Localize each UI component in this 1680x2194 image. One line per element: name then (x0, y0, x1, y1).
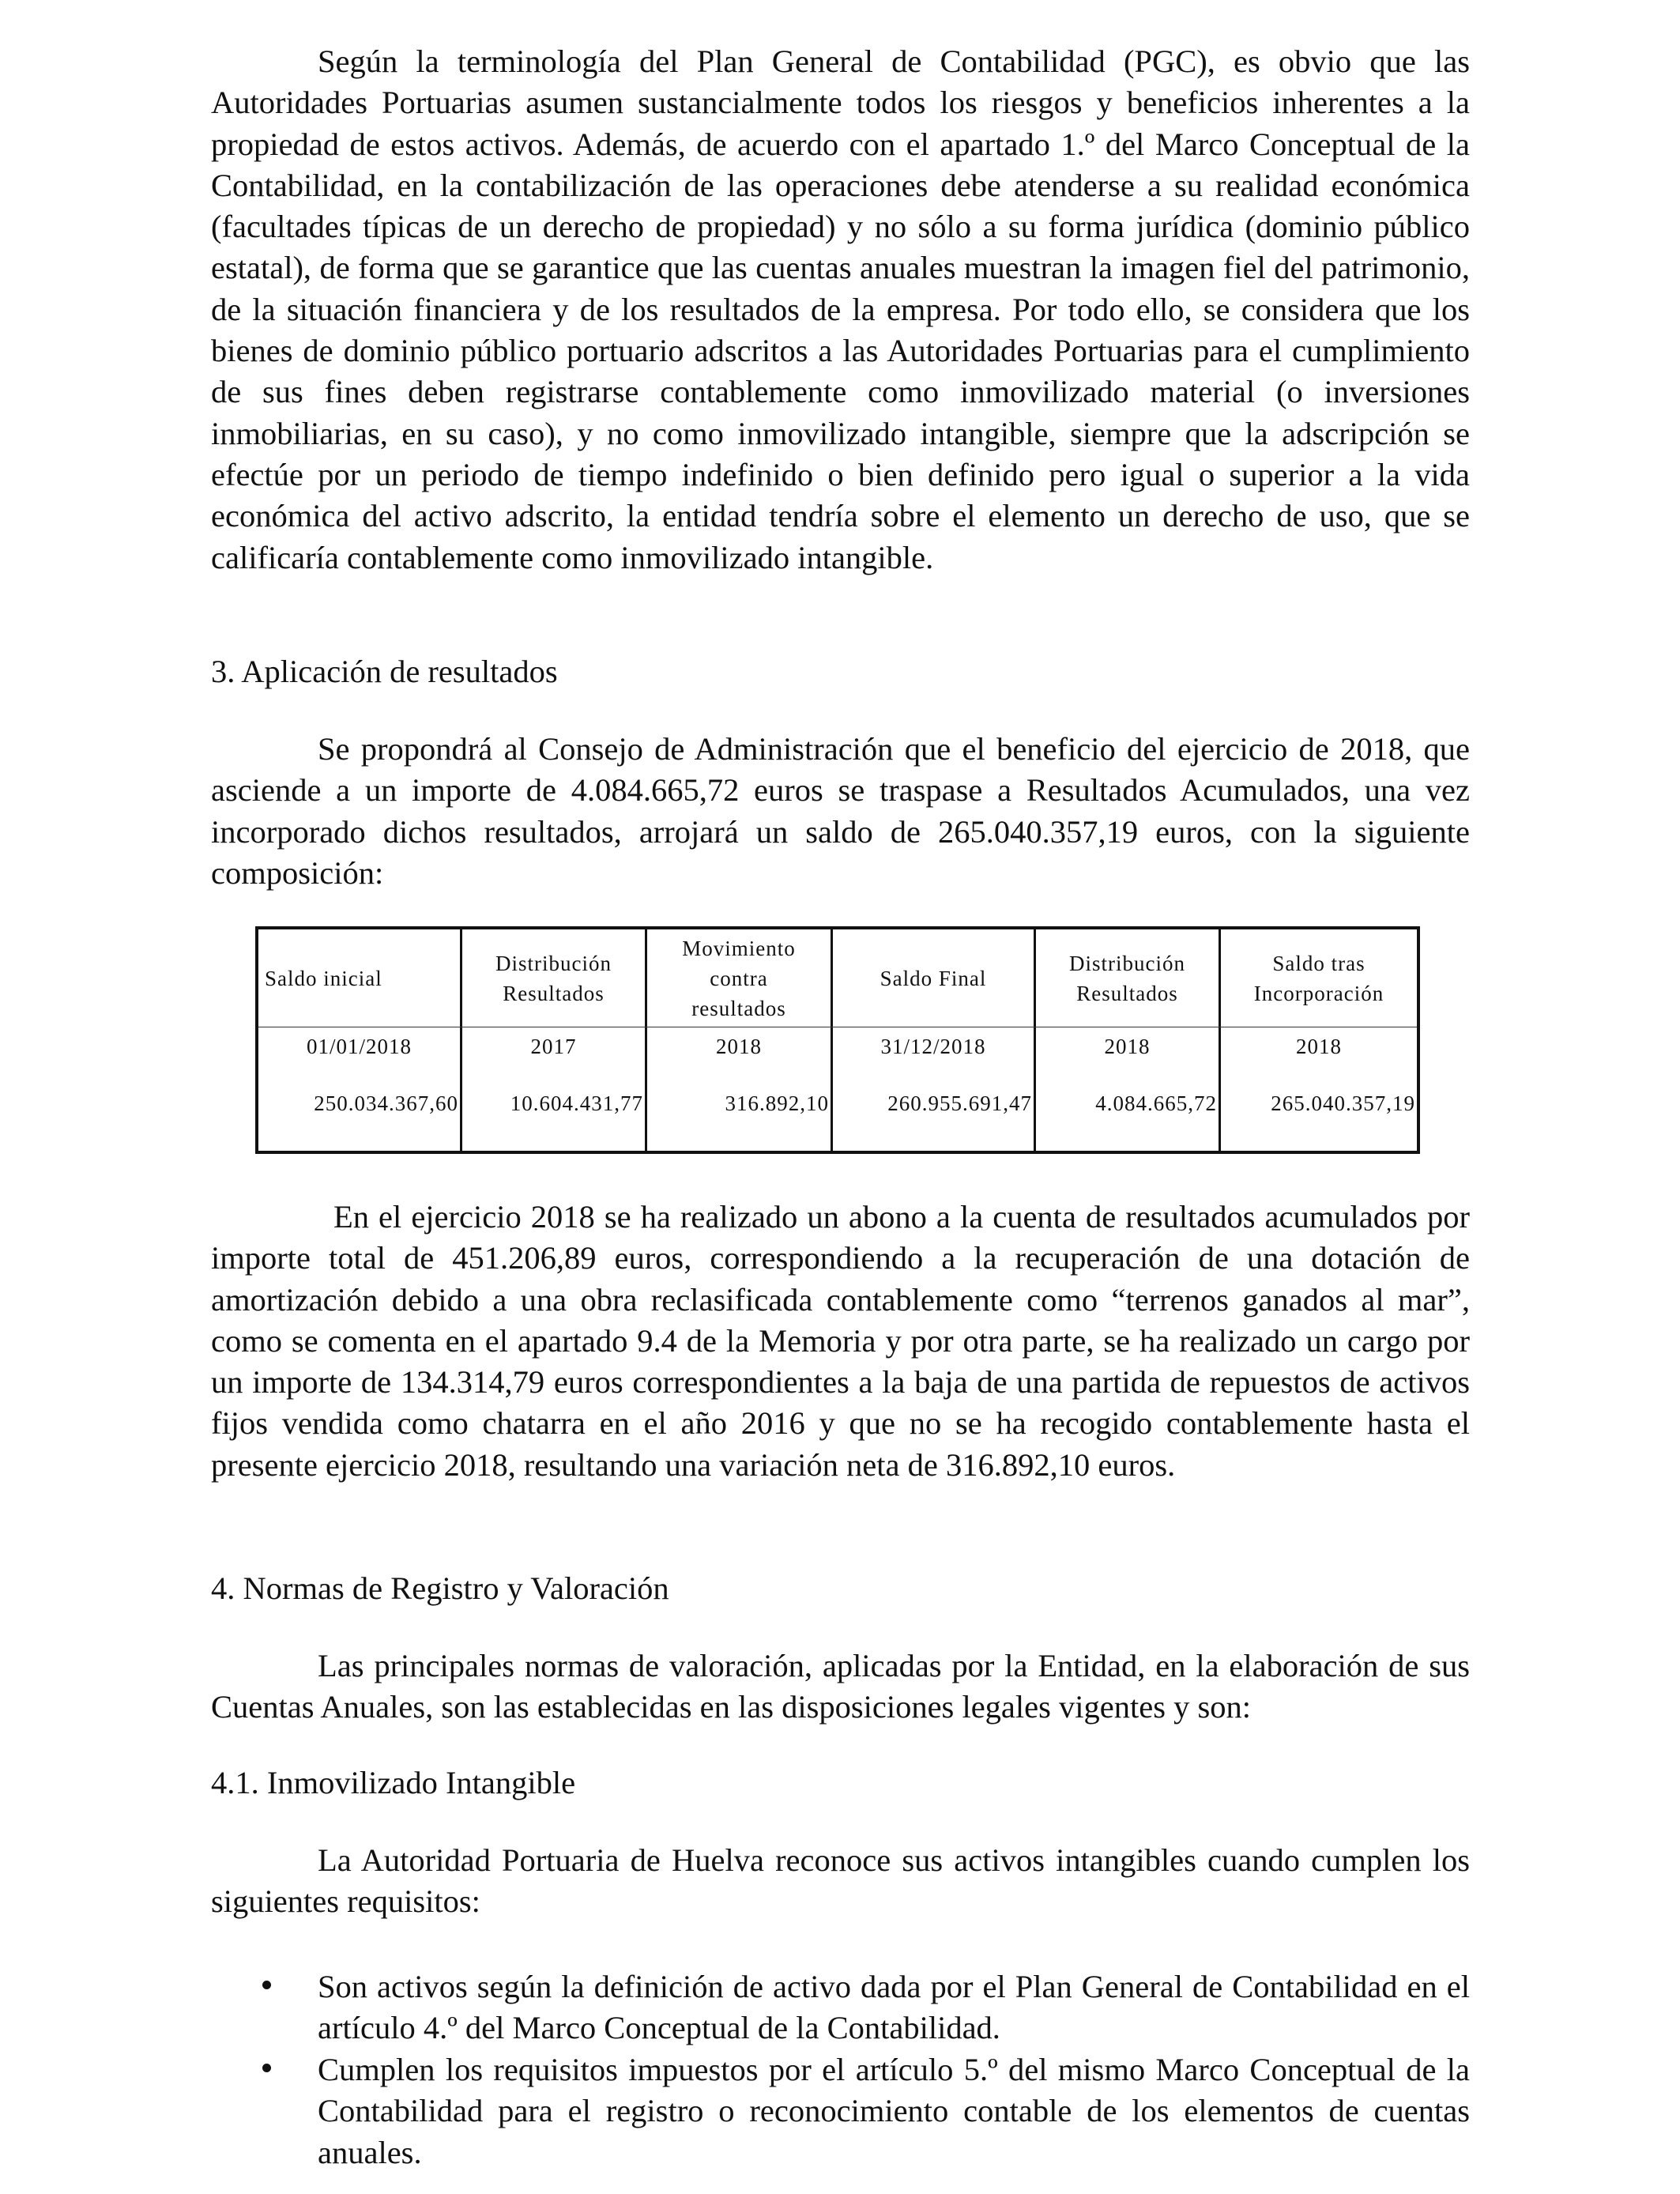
results-composition-table (255, 926, 1420, 1154)
table-header-distribucion-2018: Distribución Resultados (1069, 951, 1185, 1005)
list-item-text: Cumplen los requisitos impuestos por el artículo 5.º del mismo Marco Conceptual de la Contabilidad para el registro o reconocimiento contable de los elementos de cuentas anuales. (318, 2052, 1470, 2170)
paragraph-autoridad-portuaria: La Autoridad Portuaria de Huelva reconoce sus activos intangibles cuando cumplen los siguientes requisitos: (211, 1842, 1470, 1920)
table-value-cell: 260.955.691,47 (887, 1091, 1032, 1115)
table-header-movimiento: Movimiento contra resultados (682, 936, 796, 1020)
table-header-saldo-inicial: Saldo inicial (265, 966, 382, 990)
table-date-cell: 2018 (1104, 1035, 1151, 1058)
bullet-icon (262, 1981, 271, 1989)
table-value-cell: 4.084.665,72 (1095, 1091, 1217, 1115)
table-date-cell: 2018 (716, 1035, 762, 1058)
table-value-cell: 10.604.431,77 (510, 1091, 643, 1115)
section-heading-inmovilizado-intangible: 4.1. Inmovilizado Intangible (211, 1765, 576, 1800)
list-item-text: Son activos según la definición de activo dada por el Plan General de Contabilidad en el artículo 4.º del Marco Conceptual de la Contabilidad. (318, 1969, 1470, 2046)
table-header-distribucion-2017: Distribución Resultados (495, 951, 612, 1005)
section-heading-normas-registro: 4. Normas de Registro y Valoración (211, 1570, 669, 1606)
table-value-cell: 265.040.357,19 (1271, 1091, 1415, 1115)
paragraph-pgc-terminology: Según la terminología del Plan General de Contabilidad (PGC), es obvio que las Autoridades Portuarias asumen sustancialmente todos los riesgos y beneficios inherentes a la propiedad de estos activos. Además, de acuerdo con el apartado 1.º del Marco Conceptual de la Contabilidad, en la contabilización de las operaciones debe atenderse a su realidad económica (facultades típicas de un derecho de propiedad) y no sólo a su forma jurídica (dominio público estatal), de forma que se garantice que las cuentas anuales muestran la imagen fiel del patrimonio, de la situación financiera y de los resultados de la empresa. Por todo ello, se considera que los bienes de dominio público portuario adscritos a las Autoridades Portuarias para el cumplimiento de sus fines deben registrarse contablemente como inmovilizado material (o inversiones inmobiliarias, en su caso), y no como inmovilizado intangible, siempre que la adscripción se efectúe por un periodo de tiempo indefinido o bien definido pero igual o superior a la vida económica del activo adscrito, la entidad tendría sobre el elemento un derecho de uso, que se calificaría contablemente como inmovilizado intangible. (211, 43, 1470, 575)
table-header-saldo-tras-incorporacion: Saldo tras Incorporación (1253, 951, 1384, 1005)
table-date-cell: 2017 (530, 1035, 577, 1058)
paragraph-ejercicio-2018: En el ejercicio 2018 se ha realizado un abono a la cuenta de resultados acumulados por importe total de 451.206,89 euros, correspondiendo a la recuperación de una dotación de amortización debido a una obra reclasificada contablemente como “terrenos ganados al mar”, como se comenta en el apartado 9.4 de la Memoria y por otra parte, se ha realizado un cargo por un importe de 134.314,79 euros correspondientes a la baja de una partida de repuestos de activos fijos vendida como chatarra en el año 2016 y que no se ha recogido contablemente hasta el presente ejercicio 2018, resultando una variación neta de 316.892,10 euros. (211, 1199, 1470, 1483)
table-date-cell: 2018 (1296, 1035, 1342, 1058)
table-value-cell: 250.034.367,60 (314, 1091, 458, 1115)
paragraph-principales-normas: Las principales normas de valoración, aplicadas por la Entidad, en la elaboración de sus Cuentas Anuales, son las establecidas en las disposiciones legales vigentes y son: (211, 1648, 1470, 1725)
section-heading-aplicacion-resultados: 3. Aplicación de resultados (211, 654, 558, 689)
table-value-cell: 316.892,10 (725, 1091, 829, 1115)
table-header-saldo-final: Saldo Final (880, 966, 987, 990)
table-date-cell: 01/01/2018 (306, 1035, 412, 1058)
bullet-icon (262, 2064, 271, 2072)
table-date-cell: 31/12/2018 (880, 1035, 986, 1058)
paragraph-propuesta-consejo: Se propondrá al Consejo de Administración que el beneficio del ejercicio de 2018, que asciende a un importe de 4.084.665,72 euros se traspase a Resultados Acumulados, una vez incorporado dichos resultados, arrojará un saldo de 265.040.357,19 euros, con la siguiente composición: (211, 731, 1470, 891)
